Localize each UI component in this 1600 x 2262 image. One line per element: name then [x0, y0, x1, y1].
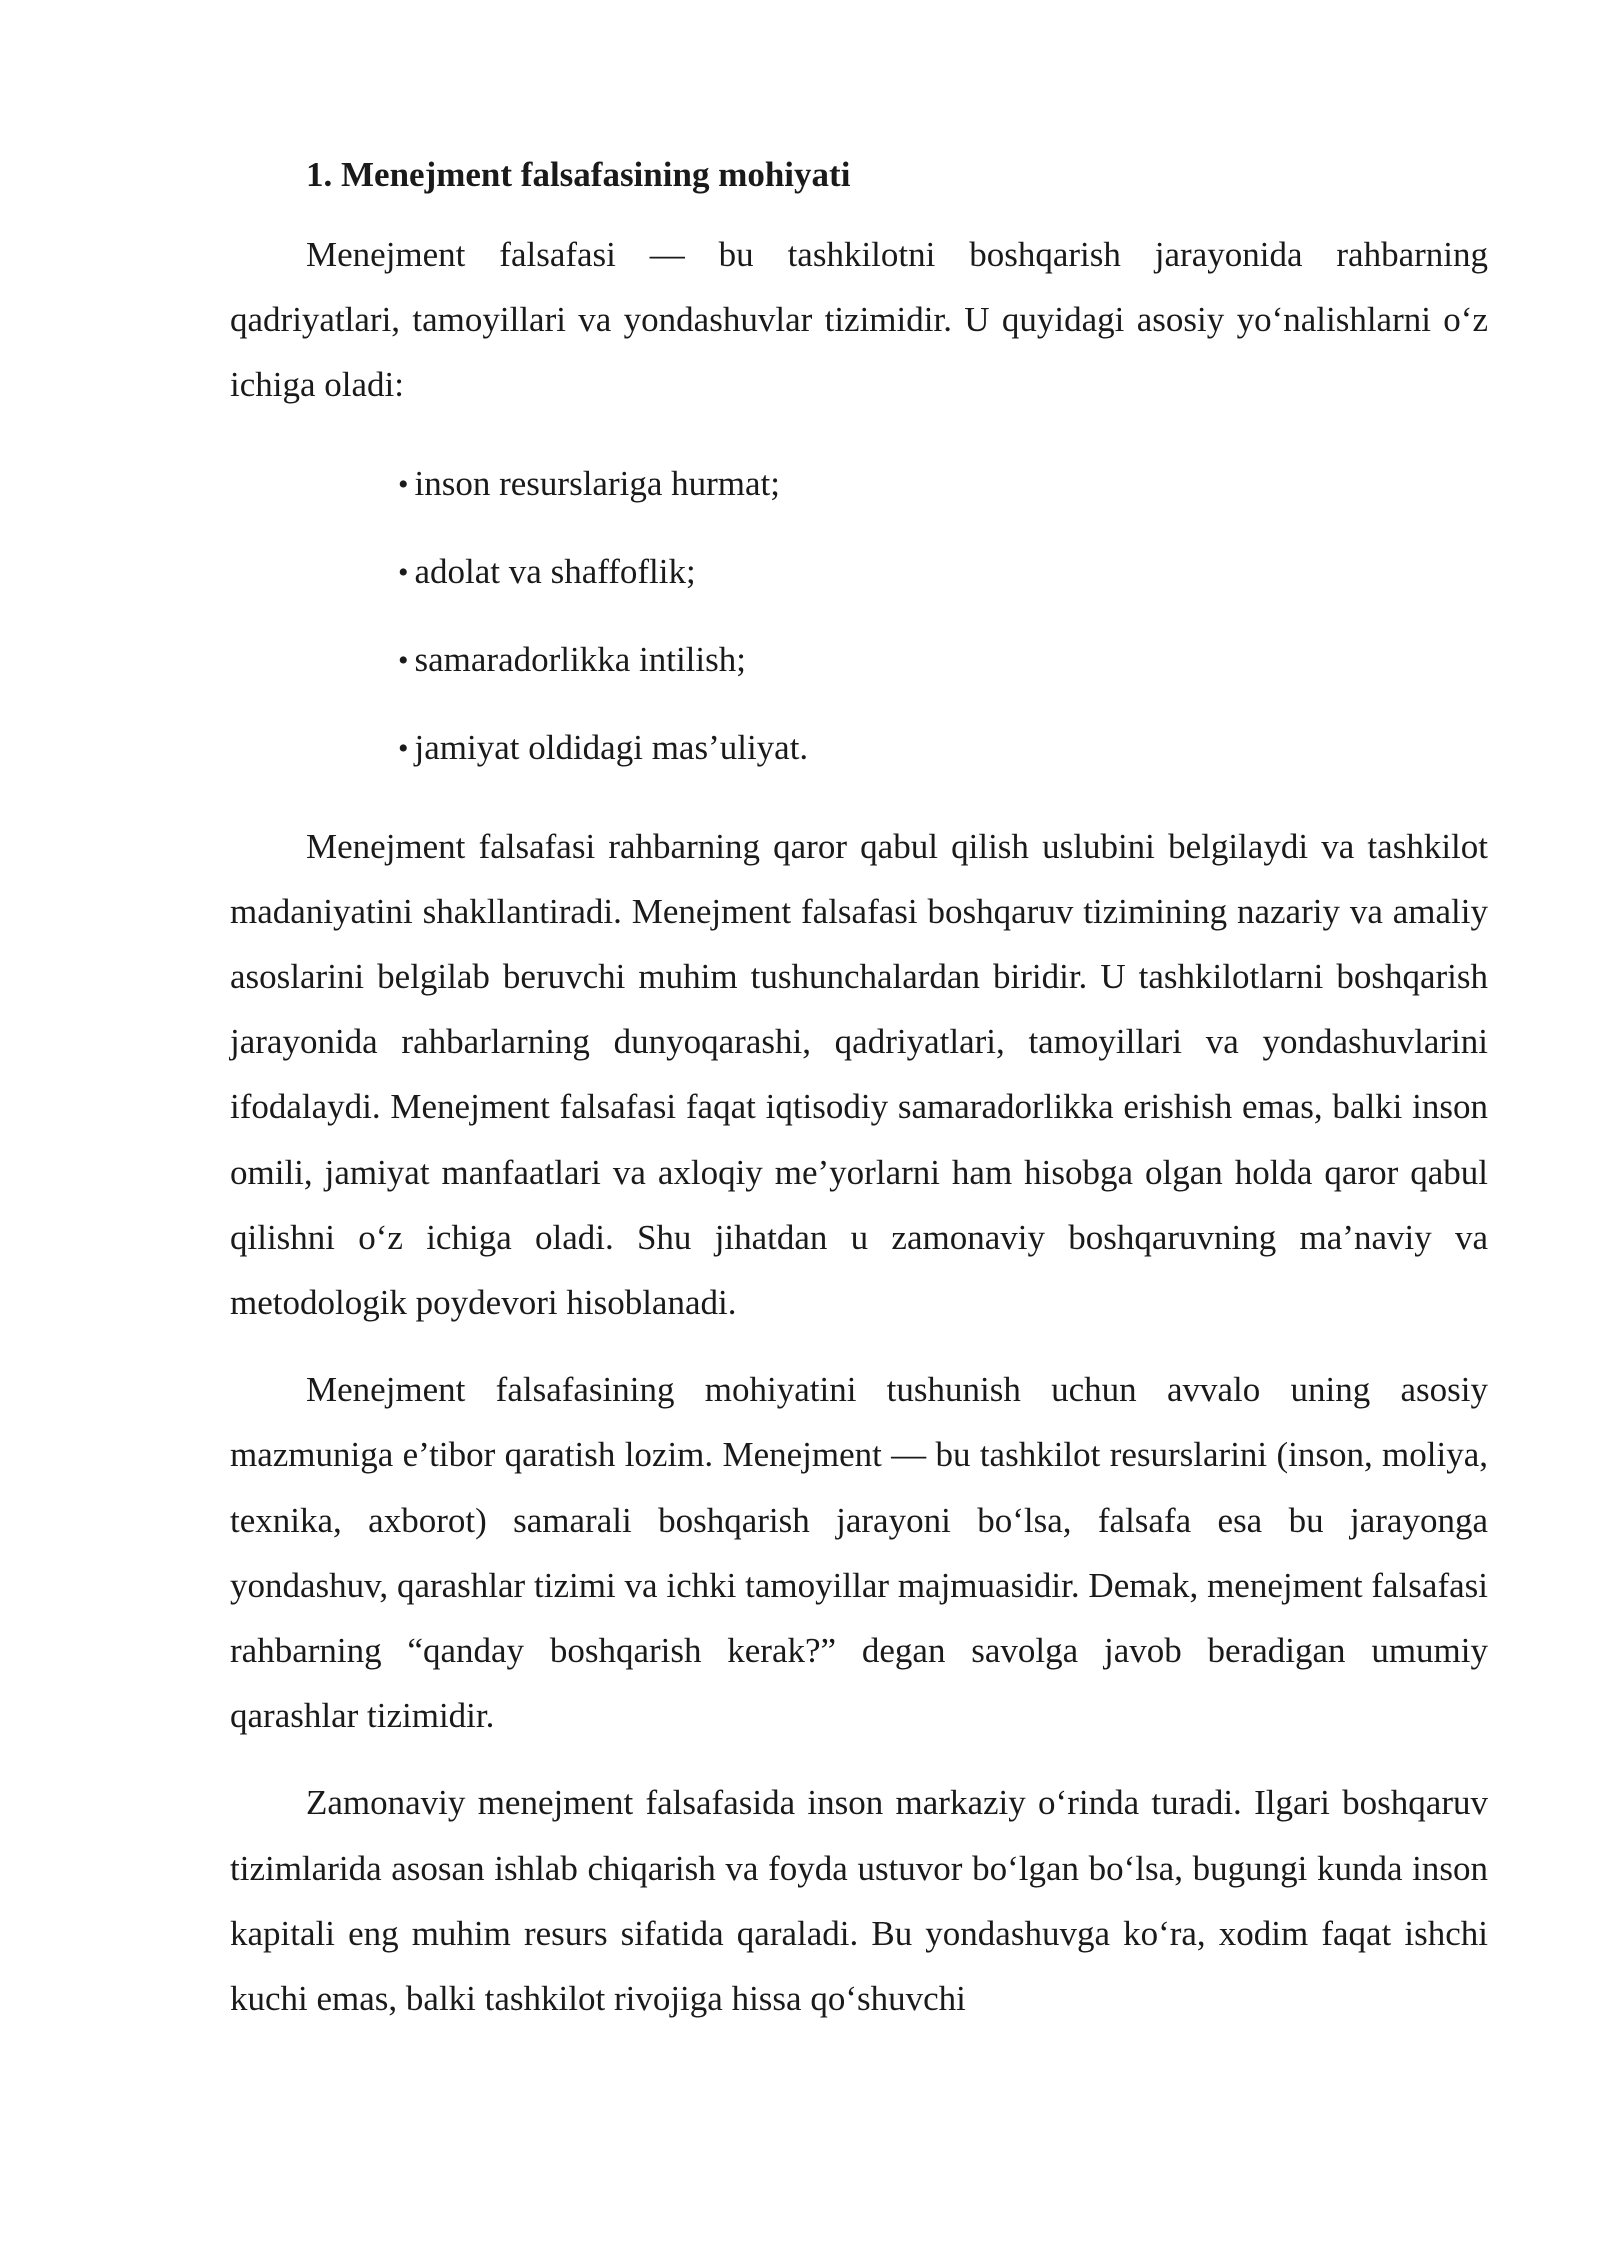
body-paragraph: Zamonaviy menejment falsafasida inson markaziy o‘rinda turadi. Ilgari boshqaruv tizimlarida asosan ishlab chiqarish va foyda ustuvor bo‘lgan bo‘lsa, bugungi kunda inson kapitali eng muhim resurs sifatida qaraladi. Bu yondashuvga ko‘ra, xodim faqat ishchi kuchi emas, balki tashkilot rivojiga hissa qo‘shuvchi [230, 1783, 1488, 2019]
list-item [398, 440, 1488, 528]
bullet-icon: • [398, 731, 409, 765]
body-paragraph: Menejment falsafasi rahbarning qaror qabul qilish uslubini belgilaydi va tashkilot madaniyatini shakllantiradi. Menejment falsafasi boshqaruv tizimining nazariy va amaliy asoslarini belgilab beruvchi muhim tushunchalardan biridir. U tashkilotlarni boshqarish jarayonida rahbarlarning dunyoqarashi, qadriyatlari, tamoyillari va yondashuvlarini ifodalaydi. Menejment falsafasi faqat iqtisodiy samaradorlikka erishish emas, balki inson omili, jamiyat manfaatlari va axloqiy me’yorlarni ham hisobga olgan holda qaror qabul qilishni o‘z ichiga oladi. Shu jihatdan u zamonaviy boshqaruvning ma’naviy va metodologik poydevori hisoblanadi. [230, 826, 1488, 1323]
bullet-icon: • [398, 467, 409, 501]
bullet-icon: • [398, 555, 409, 589]
body-paragraph: Menejment falsafasining mohiyatini tushunish uchun avvalo uning asosiy mazmuniga e’tibor qaratish lozim. Menejment — bu tashkilot resurslarini (inson, moliya, texnika, axborot) samarali boshqarish jarayoni bo‘lsa, falsafa esa bu jarayonga yondashuv, qarashlar tizimi va ichki tamoyillar majmuasidir. Demak, menejment falsafasi rahbarning “qanday boshqarish kerak?” degan savolga javob beradigan umumiy qarashlar tizimidir. [230, 1370, 1488, 1736]
list-item [398, 704, 1488, 792]
list-item-text: jamiyat oldidagi mas’uliyat. [414, 727, 809, 767]
section-heading: 1. Menejment falsafasining mohiyati [306, 155, 851, 194]
list-item [398, 528, 1488, 616]
list-item [398, 616, 1488, 704]
list-item-text: samaradorlikka intilish; [414, 639, 746, 679]
bullet-icon: • [398, 643, 409, 677]
principles-list [230, 440, 1488, 792]
list-item-text: adolat va shaffoflik; [414, 551, 696, 591]
list-item-text: inson resurslariga hurmat; [414, 463, 780, 503]
document-page [230, 150, 1488, 2053]
intro-paragraph: Menejment falsafasi — bu tashkilotni boshqarish jarayonida rahbarning qadriyatlari, tamoyillari va yondashuvlar tizimidir. U quyidagi asosiy yo‘nalishlarni o‘z ichiga oladi: [230, 235, 1488, 405]
